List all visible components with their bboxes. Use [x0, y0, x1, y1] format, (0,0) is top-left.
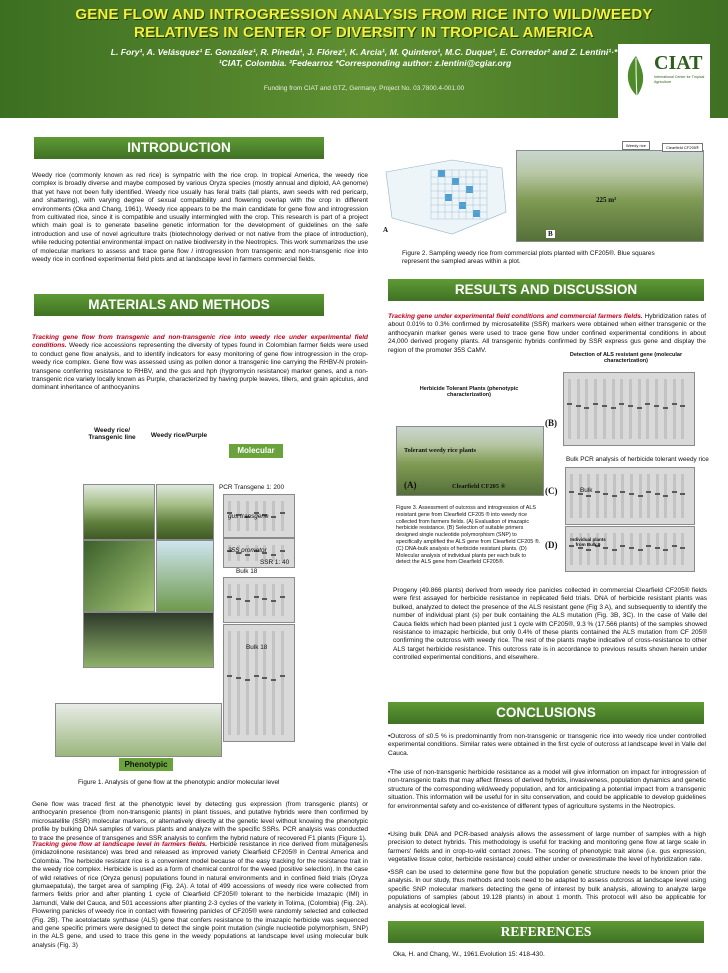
ssr-gel-image-b	[223, 624, 295, 742]
gel-band	[620, 491, 625, 493]
gel-lane	[656, 533, 659, 565]
gel-band	[637, 407, 642, 409]
results-body: Hybridization rates of about 0.01% to 0.3% confirmed by microsatellite (SSR) markers were obtained when either transgenic or the anthocyanin marker genes were used to trace gene flow under confined experimental conditions in about 24,000 derived progeny plants. All transgenic hybrids confirmed by SSR express gus gene and display the region of the promoter 35S CaMV.	[388, 313, 706, 354]
gene-flow-text: Gene flow was traced first at the phenotypic level by detecting gus expression (from transgenic plants) or anthocyanin presence (from non-transgenic plants) in plant tissues, and putative hybrids were then confirmed by microsatellite (SSR) molecular markers, or alternatively directly at the genetic level without knowing the phenotypic profile by bulking DNA samples of various plants and analyze with the specific SSRs. PCR analysis was conducted to trace the presence of transgenes and SSR analysis to confirm the hybrid nature of recovered F1 plants (Figure 1).	[32, 801, 368, 842]
gel-lane	[620, 379, 623, 439]
materials-banner: MATERIALS AND METHODS	[34, 294, 324, 316]
results-banner: RESULTS AND DISCUSSION	[388, 279, 704, 301]
gel-band	[638, 549, 643, 551]
gel-lane	[596, 474, 599, 518]
gel-lane	[630, 533, 633, 565]
figure3-panel-a: (A)	[404, 480, 417, 490]
gel-band	[602, 405, 607, 407]
gel-lane	[673, 533, 676, 565]
gel-lane	[621, 474, 624, 518]
gel-lane	[656, 474, 659, 518]
bulk-pcr-label: Bulk PCR analysis of herbicide tolerant weedy rice	[566, 456, 709, 463]
weedy-rice-tag: Weedy rice	[622, 141, 650, 150]
gel-band	[680, 493, 685, 495]
gel-band	[262, 598, 267, 600]
gel-band	[271, 516, 276, 518]
gel-band	[586, 495, 591, 497]
gel-lane	[604, 474, 607, 518]
logo-wordmark: CIAT	[654, 52, 703, 74]
gel-lane	[681, 379, 684, 439]
gel-band	[680, 405, 685, 407]
gel-band	[672, 545, 677, 547]
gel-lane	[263, 584, 266, 616]
gel-band	[271, 554, 276, 556]
gel-lane	[594, 379, 597, 439]
figure3-caption: Figure 3. Assessment of outcross and introgression of ALS resistant gene from Clearfield CF205 ® into weedy rice collected from farmers fields. (A) Evaluation of imazapic herbicide resistance. (B) Selection of suitable primers designed single nucleotide polymorphism (SNP) to specifically amplified the ALS gene from Clearfield CF205 ®. (C) DNA-bulk analysis of herbicide resistant plants. (D) Molecular analysis of individual plants per each bulk to detect the ALS gene from Clearfield CF205®.	[396, 505, 541, 566]
phenotypic-label: Phenotypic	[119, 758, 173, 771]
introduction-text: Weedy rice (commonly known as red rice) is sympatric with the rice crop. In tropical America, the weedy rice complex is broadly diverse and maybe composed by various Oryza species (mostly annual and diploid, AA genome) that yet have not been fully identified. Weedy rice usually has feral traits (tall plants, awn seeds with red pericarp, and shattering), with varying degree of sexual compatibility and flowering overlap with the crop in different environments (Oka and Chang, 1961). Weedy rice appears to be the main candidate for gene flow and introgression from cultivated rice, since it is compatible and usually intermingled with the crop. This research is part of a project which main goal is to generate baseline genetic information for the development of guidelines on the safe introduction and use of novel agriculture traits (biotechnology derived or not native from the place of introduction), while reducing potential environmental impact on native biodiversity in the Neotropics. This work summarizes the use of molecular markers to assess and trace gene flow / introgression from transgenic and non-transgenic rice into weedy rice in confined experimental field plots and at landscape level in farmers commercial fields.	[32, 172, 368, 264]
gel-band	[245, 679, 250, 681]
conclusion-2: •The use of non-transgenic herbicide resistance as a model will give information on impact for introgression of non-transgenic traits that may affect fitness of derived hybrids, invasiveness, population dynamics and genetic structure of the corresponding wild/weedy population, and for anticipating a potential impact from a transgenic situation. This information will be useful for in situ conservation, and could be applicable to develop guidelines for environmental safety and co-existence of different types of agriculture systems in the Neotropics.	[388, 769, 706, 810]
logo-subtitle: International Center for Tropical Agriculture	[654, 75, 705, 84]
tolerant-weedy-label: Tolerant weedy rice plants	[404, 447, 477, 454]
gel-band	[663, 549, 668, 551]
gel-lane	[630, 474, 633, 518]
gel-band	[578, 547, 583, 549]
poster-title-line-1: GENE FLOW AND INTROGRESSION ANALYSIS FROM RICE INTO WILD/WEEDY	[75, 6, 653, 23]
tiller-photo	[156, 540, 214, 612]
pcr-transgene-label: PCR Transgene 1: 200	[219, 484, 285, 491]
gel-band	[680, 547, 685, 549]
gel-band	[593, 403, 598, 405]
gel-band	[655, 547, 660, 549]
gel-band	[569, 491, 574, 493]
gel-lane	[237, 584, 240, 616]
gel-band	[595, 491, 600, 493]
sampling-map	[382, 152, 510, 242]
ssr-gel-image-a	[223, 577, 295, 623]
gel-band	[280, 675, 285, 677]
methods-body: Weedy rice accessions representing the diversity of types found in Colombian farmer fields were used to conduct gene flow analysis, and to identify indicators for easy monitoring of gene flow introgression in the crop-weedy rice complex. Gene flow was assessed using as pollen donor a transgenic line carrying the RHBV-N protein-transgene conferring resistance to RHBV, and the gus and hph (hygromycin resistance) marker genes, and a non-transgenic rice variety locally known as Purple, characterized by having purple leaves, tillers, and grain apiculus, and dominant inheritance of anthocyanins	[32, 342, 368, 392]
herbicide-tolerant-title: Herbicide Tolerant Plants (phenotypic characterization)	[419, 386, 519, 398]
purple-plant-photo	[156, 484, 214, 540]
gel-lane	[603, 379, 606, 439]
gel-band	[619, 403, 624, 405]
gel-band	[280, 550, 285, 552]
gel-band	[271, 679, 276, 681]
gel-band	[227, 596, 232, 598]
plot-area-label: 225 m²	[596, 196, 617, 204]
landscape-text	[32, 841, 368, 950]
bulk-pcr-gel	[565, 467, 695, 525]
figure2-panel-b: B	[548, 230, 553, 238]
gel-lane	[655, 379, 658, 439]
gel-band	[603, 547, 608, 549]
gel-band	[271, 600, 276, 602]
figure3-panel-b: (B)	[545, 418, 557, 428]
gel-lane	[629, 379, 632, 439]
gel-band	[663, 495, 668, 497]
gel-band	[245, 600, 250, 602]
gel-lane	[281, 501, 284, 531]
leaf-icon	[622, 54, 652, 98]
gel-band	[280, 596, 285, 598]
seedling-photo	[83, 612, 214, 668]
gel-lane	[577, 379, 580, 439]
gel-band	[586, 549, 591, 551]
gel-lane	[281, 584, 284, 616]
reference-entry: Oka, H. and Chang, W., 1961.Evolution 15: 418-430.	[393, 951, 545, 958]
gel-band	[629, 547, 634, 549]
gel-band	[584, 407, 589, 409]
bulk18-label-b: Bulk 18	[246, 644, 268, 651]
funding-line: Funding from CIAT and GTZ, Germany. Project No. 03.7800.4-001.00	[263, 85, 465, 92]
gel-band	[646, 491, 651, 493]
gel-lane	[568, 379, 571, 439]
figure3-panel-d: (D)	[545, 540, 558, 550]
gel-band	[236, 598, 241, 600]
gel-band	[646, 545, 651, 547]
methods-text	[32, 334, 368, 393]
gel-lane	[673, 379, 676, 439]
individual-plants-label: Individual plants from Bulk 9	[570, 537, 606, 547]
gel-band	[611, 407, 616, 409]
poster-title-line-2: RELATIVES IN CENTER OF DIVERSITY IN TROPICAL AMERICA	[134, 24, 594, 41]
promotor-label: 35S promotor	[228, 547, 267, 554]
clearfield-photo-label: Clearfield CF205 ®	[452, 483, 506, 490]
gel-band	[567, 403, 572, 405]
progeny-text: Progeny (49.866 plants) derived from weedy rice panicles collected in commercial Clearfield CF205® fields were first assayed for herbicide resistance in replicated field trials. DNA of herbicide resistant plants was bulked, analyzed to detect the presence of the ALS resistant gene (Fig 3 A), and subsequently to identify the number of individual plant (s) per bulk containing the ALS mutation (Fig. 3B, 3C). In the case of Valle del Cauca fields which had been planted just 1 cycle with CF205®, 9.3 % (17.566 plants) of the samples showed resistance to imazapic herbicide, but only 0.4% of these plants contained the ALS mutation from CF 205® confirming the outcross with weedy rice. The rest of the plants maybe indicative of cross-resistance to other ALS target herbicide resistance. This outcross rate is in accordance to previous results shown herein under controlled experimental conditions, and elsewhere.	[393, 587, 707, 662]
gus-transgene-label: gus transgene	[228, 513, 269, 520]
gel-band	[254, 596, 259, 598]
gel-band	[236, 677, 241, 679]
gel-band	[227, 675, 232, 677]
molecular-label: Molecular	[229, 444, 283, 458]
gel-band	[612, 549, 617, 551]
gel-lane	[228, 631, 231, 735]
gel-band	[672, 491, 677, 493]
conclusion-1: •Outcross of ≤0.5 % is predominantly from non-transgenic or transgenic rice into weedy rice under controlled experimental conditions. Similar rates were obtained in the first cycle of outcross at landscape level in Valle del Cauca.	[388, 733, 706, 757]
gel-band	[655, 493, 660, 495]
gel-lane	[272, 631, 275, 735]
als-primer-gel	[563, 372, 695, 446]
gel-lane	[647, 474, 650, 518]
results-text	[388, 313, 706, 355]
gel-band	[638, 495, 643, 497]
bulk-tag: Bulk	[580, 487, 593, 494]
results-heading: Tracking gene under experimental field conditions and commercial farmers fields.	[388, 313, 643, 320]
leaf-assay-photo	[83, 540, 155, 612]
methods-heading: Tracking gene flow from transgenic and non-transgenic rice into weedy rice under experimental field conditions.	[32, 334, 368, 350]
gel-band	[280, 512, 285, 514]
label-weedy-transgenic: Weedy rice/ Transgenic line	[88, 427, 136, 441]
sampling-grid-graphic	[382, 152, 510, 242]
clearfield-tag: Clearfield CF205®	[662, 143, 703, 152]
gel-band	[629, 493, 634, 495]
figure2-caption: Figure 2. Sampling weedy rice from commercial plots planted with CF205®. Blue squares represent the sampled areas within a plot.	[402, 250, 655, 265]
gel-band	[620, 545, 625, 547]
ciat-logo	[618, 44, 710, 120]
gel-lane	[621, 533, 624, 565]
ssr-label: SSR 1: 40	[260, 559, 290, 566]
gel-band	[262, 677, 267, 679]
gel-band	[672, 403, 677, 405]
gel-lane	[579, 474, 582, 518]
als-detection-title: Detection of ALS resistant gene (molecular characterization)	[569, 352, 683, 364]
gel-lane	[228, 584, 231, 616]
conclusion-4: •SSR can be used to determine gene flow but the population genetic structure needs to be known prior the analysis. In our study, thus methods and tools need to be adapted to assess outcross at landscape level using specific SNP molecular markers detecting the gene of interest by bulk analysis, allowing to analyze large populations of samples (about 19.128 plants) in about 1 month. This protocol will also be applicable for analysis at ecological level.	[388, 869, 706, 910]
landscape-heading: Tracking gene flow at landscape level in farmers fields.	[32, 841, 208, 848]
references-banner: REFERENCES	[388, 921, 704, 943]
affiliations-line: ¹CIAT, Colombia. ²Fedearroz *Corresponding author: z.lentini@cgiar.org	[218, 58, 512, 68]
conclusion-3: •Using bulk DNA and PCR-based analysis allows the assessment of large number of samples with a high precision to detect hybrids. This methodology is useful for tracking and monitoring gene flow at large scale in farmers' fields and in crop-to-wild contact zones. The scoring of phenotypic trait alone (i.e. gus expression, vegetative tissue color, herbicide resistance) could either under or overestimate the level of hybridization rate.	[388, 831, 706, 864]
gel-band	[603, 493, 608, 495]
hybrid-plant-photo	[55, 703, 222, 757]
landscape-body: Herbicide resistance in rice derived from mutagenesis (imidazolinone resistance) was bred and released as improved variety Clearfield CF205® in Central America and Colombia. The herbicide resistant rice is a convenient model because of the easy tracking for the resistance trait in the weedy rice complex. Herbicide is used as a form of chemical control for the weed (positive selection). In the case of wild relatives of rice (Oryza genus) populations found in natural environments and in confined field trials (Oryza glumaepatula), the target area of sampling (Fig. 2A). A total of 499 accessions of weedy rice were collected from farmers fields prior and after planting 1 cycle of Clearfield CF205® tolerant to the herbicide Imazapic (IMI) in Jamundí, Valle del Cauca, and 501 accessions after planting 2-3 cycles of the variety in Tolima, (Colombia) (Fig. 2A). Flowering panicles of weedy rice in contact with flowering panicles of CF205® were randomly selected and collected (Fig. 2B). The acetolactate synthase (ALS) gene that confers resistance to the imazapic herbicide was sequenced and gene specific primers were designed to detect the single point mutation (single nucleotide polymorphism, SNP) in the ALS gene, and used to trace this gene in the weedy populations at landscape level using molecular bulk analysis (Fig. 3)	[32, 841, 368, 949]
figure2-panel-a: A	[383, 226, 389, 234]
gel-band	[654, 405, 659, 407]
gel-lane	[681, 474, 684, 518]
label-weedy-purple: Weedy rice/Purple	[150, 432, 208, 439]
gel-lane	[570, 474, 573, 518]
gel-lane	[681, 533, 684, 565]
gel-band	[576, 405, 581, 407]
gel-lane	[673, 474, 676, 518]
gel-band	[645, 403, 650, 405]
bulk18-label-a: Bulk 18	[236, 568, 258, 575]
gel-band	[663, 407, 668, 409]
gel-lane	[237, 631, 240, 735]
gel-lane	[647, 533, 650, 565]
gel-band	[628, 405, 633, 407]
gel-lane	[281, 631, 284, 735]
conclusions-banner: CONCLUSIONS	[388, 702, 704, 724]
individual-plants-gel	[565, 526, 695, 572]
authors-line: L. Fory¹, A. Velásquez¹ E. González¹, R. Pineda¹, J. Flórez¹, K. Arcia¹, M. Quintero¹, M.C. Duque¹, E. Corredor² and Z. Lentini¹·*	[110, 47, 618, 57]
gel-lane	[255, 584, 258, 616]
gel-band	[254, 675, 259, 677]
gel-band	[612, 495, 617, 497]
gel-lane	[646, 379, 649, 439]
transgenic-plant-photo	[83, 484, 155, 540]
introduction-banner: INTRODUCTION	[34, 137, 324, 159]
figure3-panel-c: (C)	[545, 486, 558, 496]
figure1-caption: Figure 1. Analysis of gene flow at the phenotypic and/or molecular level	[78, 779, 280, 786]
